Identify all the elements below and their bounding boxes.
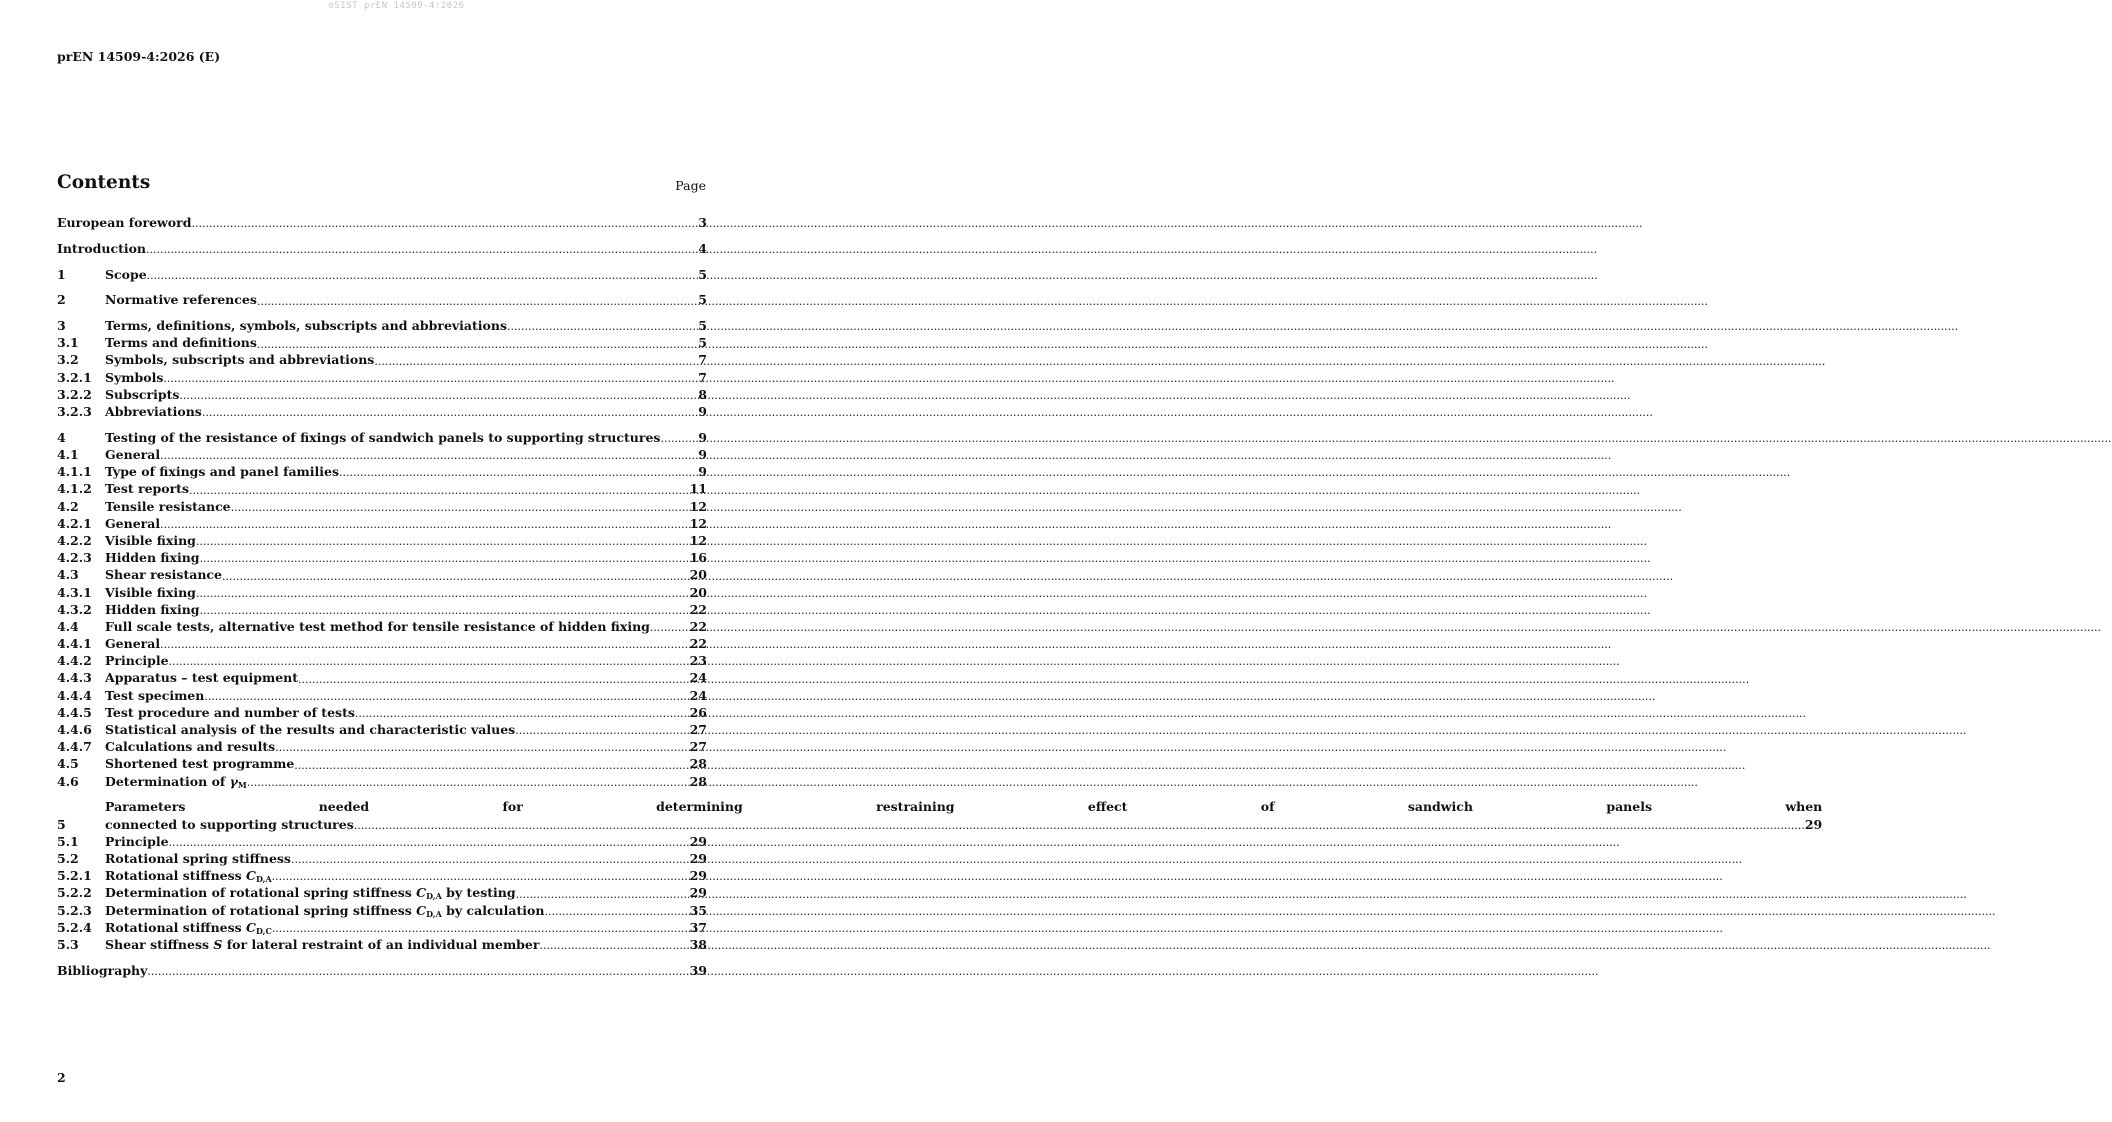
- toc-entry: [57, 652, 707, 669]
- toc-leader-dots: [660, 432, 698, 446]
- toc-leader-dots: [169, 655, 690, 669]
- toc-title: Abbreviations: [105, 404, 202, 420]
- toc-title: Symbols: [105, 369, 164, 385]
- toc-leader-dots: [516, 888, 690, 902]
- toc-page-number: 12: [689, 532, 707, 548]
- toc-title-prefix: Rotational stiffness: [105, 919, 247, 935]
- toc-entry: [57, 498, 707, 515]
- toc-title: Bibliography: [57, 962, 148, 978]
- toc-number: 3.2: [57, 352, 79, 368]
- toc-title: Test procedure and number of tests: [105, 704, 355, 720]
- toc-leader-dots: [298, 673, 690, 687]
- toc-number: 5.3: [57, 936, 79, 952]
- toc-page-number: 16: [689, 550, 707, 566]
- toc-entry: [57, 704, 707, 721]
- toc-symbol: S: [213, 936, 223, 952]
- toc-leader-dots: [247, 776, 690, 790]
- toc-entry: [57, 403, 707, 420]
- toc-leader-dots: [507, 320, 698, 334]
- toc-leader-dots: [544, 905, 689, 919]
- toc-entry: [57, 902, 707, 919]
- toc-title: Hidden fixing: [105, 601, 200, 617]
- toc-leader-dots: [354, 819, 1805, 833]
- toc-number: 5.2.4: [57, 919, 92, 935]
- toc-title-line1: Parameters needed for determining restraining effect of sandwich panels when: [105, 799, 1823, 815]
- toc-page-number: 12: [689, 515, 707, 531]
- toc-entry: [57, 240, 707, 257]
- toc-entry: [57, 566, 707, 583]
- toc-number: 4.4.2: [57, 653, 92, 669]
- toc-leader-dots: [179, 389, 698, 403]
- toc-number: 4.4.7: [57, 739, 92, 755]
- toc-entry: [57, 352, 707, 369]
- toc-entry: [57, 515, 707, 532]
- toc-number: 4: [57, 429, 66, 445]
- toc-page-number: 9: [698, 429, 707, 445]
- toc-entry: [57, 755, 707, 772]
- toc-number: 4.3.1: [57, 584, 92, 600]
- toc-leader-dots: [650, 621, 690, 635]
- toc-number: 4.4.3: [57, 670, 92, 686]
- toc-leader-dots: [355, 707, 690, 721]
- toc-title: Shear resistance: [105, 567, 222, 583]
- toc-number: 3.2.2: [57, 386, 92, 402]
- toc-page-number: 24: [689, 687, 707, 703]
- toc-title: Scope: [105, 266, 147, 282]
- toc-number: 4.6: [57, 773, 79, 789]
- toc-entry: [57, 919, 707, 936]
- toc-entry: [57, 867, 707, 884]
- toc-leader-dots: [257, 338, 698, 352]
- toc-number: 3: [57, 318, 66, 334]
- toc-leader-dots: [294, 759, 689, 773]
- toc-page-number: 8: [698, 386, 707, 402]
- toc-leader-dots: [204, 690, 689, 704]
- toc-page-number: 22: [689, 618, 707, 634]
- toc-title: European foreword: [57, 214, 192, 230]
- toc-entry: [57, 214, 707, 231]
- toc-leader-dots: [147, 269, 699, 283]
- toc-entry: [57, 480, 707, 497]
- toc-page-number: 29: [689, 885, 707, 901]
- toc-symbol: C: [416, 902, 427, 918]
- toc-title: Test specimen: [105, 687, 205, 703]
- toc-entry: [57, 549, 707, 566]
- toc-leader-dots: [147, 965, 689, 979]
- toc-page-number: 9: [698, 404, 707, 420]
- toc-page-number: 38: [689, 936, 707, 952]
- toc-title: [105, 773, 247, 790]
- toc-title: [105, 867, 272, 884]
- toc-page-number: 29: [689, 868, 707, 884]
- toc-leader-dots: [196, 587, 690, 601]
- toc-entry: [57, 798, 1823, 832]
- toc-entry: [57, 317, 707, 334]
- toc-leader-dots: [196, 535, 690, 549]
- toc-page-number: 37: [689, 919, 707, 935]
- toc-leader-dots: [231, 501, 690, 515]
- table-of-contents: [57, 214, 1823, 979]
- toc-title: Subscripts: [105, 386, 180, 402]
- toc-title: Rotational spring stiffness: [105, 850, 291, 866]
- toc-number: 4.4.1: [57, 636, 92, 652]
- toc-page-number: 39: [689, 962, 707, 978]
- toc-page-number: 35: [689, 902, 707, 918]
- toc-page-number: 5: [698, 318, 707, 334]
- toc-number: 4.1: [57, 447, 79, 463]
- toc-entry: [57, 291, 707, 308]
- toc-page-number: 29: [689, 833, 707, 849]
- toc-title-suffix: by calculation: [441, 902, 545, 918]
- toc-number: 4.5: [57, 756, 79, 772]
- toc-leader-dots: [189, 484, 690, 498]
- toc-number: 5: [57, 816, 66, 832]
- toc-page-number: 20: [689, 567, 707, 583]
- toc-number: 3.2.3: [57, 404, 92, 420]
- toc-page-number: 20: [689, 584, 707, 600]
- toc-title-prefix: Shear stiffness: [105, 936, 214, 952]
- toc-page-number: 24: [689, 670, 707, 686]
- toc-page-number: 27: [689, 739, 707, 755]
- toc-leader-dots: [291, 853, 690, 867]
- toc-page-number: 3: [698, 214, 707, 230]
- toc-number: 5.2.1: [57, 868, 92, 884]
- toc-title: Testing of the resistance of fixings of sandwich panels to supporting structures: [105, 429, 661, 445]
- toc-title: Test reports: [105, 481, 189, 497]
- toc-page-number: 28: [689, 773, 707, 789]
- toc-entry: [57, 962, 707, 979]
- toc-leader-dots: [374, 355, 698, 369]
- toc-entry: [57, 601, 707, 618]
- toc-entry: [57, 635, 707, 652]
- toc-leader-dots: [222, 570, 690, 584]
- toc-number: 4.4.5: [57, 704, 92, 720]
- toc-title: [105, 936, 539, 953]
- toc-number: 5.2.3: [57, 902, 92, 918]
- toc-title: Symbols, subscripts and abbreviations: [105, 352, 375, 368]
- toc-title: Terms and definitions: [105, 335, 257, 351]
- toc-page-number: 9: [698, 447, 707, 463]
- toc-entry: [57, 334, 707, 351]
- toc-title: Visible fixing: [105, 532, 196, 548]
- toc-title: Principle: [105, 653, 169, 669]
- toc-page-number: 22: [689, 601, 707, 617]
- toc-leader-dots: [515, 724, 689, 738]
- toc-entry: [57, 738, 707, 755]
- toc-symbol-subscript: D,A: [426, 908, 442, 919]
- toc-symbol-subscript: D,A: [426, 891, 442, 902]
- toc-title: Principle: [105, 833, 169, 849]
- toc-leader-dots: [160, 518, 689, 532]
- toc-title-suffix: by testing: [441, 885, 516, 901]
- toc-title: Introduction: [57, 240, 147, 256]
- toc-entry: [57, 266, 707, 283]
- toc-number: 3.2.1: [57, 369, 92, 385]
- toc-leader-dots: [169, 836, 690, 850]
- toc-page-number: 29: [689, 850, 707, 866]
- toc-symbol: γ: [229, 773, 238, 789]
- toc-entry: [57, 687, 707, 704]
- toc-title: Full scale tests, alternative test method for tensile resistance of hidden fixing: [105, 618, 650, 634]
- toc-entry: [57, 884, 707, 901]
- toc-title: Apparatus – test equipment: [105, 670, 299, 686]
- toc-number: 4.2.3: [57, 550, 92, 566]
- toc-entry: [57, 463, 707, 480]
- toc-title: General: [105, 636, 161, 652]
- toc-leader-dots: [272, 922, 690, 936]
- toc-page-number: 5: [698, 335, 707, 351]
- toc-page-number: 26: [689, 704, 707, 720]
- toc-symbol-subscript: D,C: [256, 925, 272, 936]
- toc-leader-dots: [163, 372, 698, 386]
- toc-page-number: 11: [689, 481, 707, 497]
- toc-page-number: 23: [689, 653, 707, 669]
- document-id: prEN 14509-4:2026 (E): [57, 49, 221, 64]
- toc-leader-dots: [146, 243, 698, 257]
- toc-leader-dots: [200, 604, 690, 618]
- toc-symbol-subscript: D,A: [256, 874, 272, 885]
- toc-page-number: 5: [698, 266, 707, 282]
- toc-symbol-subscript: M: [237, 779, 247, 790]
- toc-title-prefix: Rotational stiffness: [105, 868, 247, 884]
- toc-entry: [57, 850, 707, 867]
- toc-number: 4.1.1: [57, 464, 92, 480]
- toc-page-number: 28: [689, 756, 707, 772]
- toc-entry: [57, 936, 707, 953]
- toc-entry: [57, 532, 707, 549]
- toc-title-line2: connected to supporting structures: [105, 816, 354, 832]
- toc-number: 3.1: [57, 335, 79, 351]
- toc-number: 4.2.1: [57, 515, 92, 531]
- toc-title: Calculations and results: [105, 739, 276, 755]
- toc-title: Visible fixing: [105, 584, 196, 600]
- toc-leader-dots: [257, 295, 698, 309]
- toc-symbol: C: [416, 885, 427, 901]
- toc-title: Tensile resistance: [105, 498, 231, 514]
- toc-title: [105, 919, 272, 936]
- toc-number: 4.2: [57, 498, 79, 514]
- page-column-label: Page: [675, 178, 706, 193]
- toc-leader-dots: [160, 449, 698, 463]
- toc-page-number: 22: [689, 636, 707, 652]
- toc-symbol: C: [246, 868, 256, 884]
- toc-number: 4.3: [57, 567, 79, 583]
- toc-page-number: 12: [689, 498, 707, 514]
- toc-page-number: 5: [698, 292, 707, 308]
- toc-number: 2: [57, 292, 66, 308]
- toc-number: 1: [57, 266, 66, 282]
- toc-number: 5.2.2: [57, 885, 92, 901]
- toc-leader-dots: [272, 870, 690, 884]
- toc-title: Hidden fixing: [105, 550, 200, 566]
- toc-number: 4.4: [57, 618, 79, 634]
- toc-entry: [57, 833, 707, 850]
- toc-number: 4.4.6: [57, 722, 92, 738]
- toc-title-prefix: Determination of: [105, 773, 230, 789]
- toc-entry: [57, 386, 707, 403]
- toc-title-prefix: Determination of rotational spring stiffness: [105, 902, 417, 918]
- toc-title: Normative references: [105, 292, 257, 308]
- toc-page-number: 7: [698, 352, 707, 368]
- toc-leader-dots: [160, 638, 689, 652]
- toc-entry: [57, 446, 707, 463]
- toc-number: 4.4.4: [57, 687, 92, 703]
- toc-title-line2-row: [105, 816, 1822, 833]
- toc-title: [105, 884, 516, 901]
- toc-entry: [57, 429, 707, 446]
- toc-entry: [57, 584, 707, 601]
- toc-title: Type of fixings and panel families: [105, 464, 340, 480]
- toc-page-number: 4: [698, 240, 707, 256]
- toc-page-number: 29: [1804, 816, 1823, 832]
- toc-number: 5.2: [57, 850, 79, 866]
- toc-leader-dots: [200, 552, 690, 566]
- toc-leader-dots: [539, 939, 689, 953]
- toc-number: 4.1.2: [57, 481, 92, 497]
- toc-leader-dots: [275, 741, 689, 755]
- toc-title: [105, 902, 544, 919]
- toc-page-number: 7: [698, 369, 707, 385]
- toc-title: Terms, definitions, symbols, subscripts and abbreviations: [105, 318, 508, 334]
- toc-page-number: 9: [698, 464, 707, 480]
- toc-entry: [57, 773, 707, 790]
- toc-title: Shortened test programme: [105, 756, 295, 772]
- watermark: oSIST prEN 14509-4:2026: [328, 1, 465, 11]
- toc-title: General: [105, 515, 161, 531]
- toc-leader-dots: [339, 466, 698, 480]
- page-number: 2: [57, 1070, 66, 1085]
- toc-entry: [57, 669, 707, 686]
- toc-symbol: C: [246, 919, 256, 935]
- toc-title-suffix: for lateral restraint of an individual member: [222, 936, 540, 952]
- toc-number: 5.1: [57, 833, 79, 849]
- toc-entry: [57, 721, 707, 738]
- toc-leader-dots: [191, 217, 698, 231]
- toc-leader-dots: [202, 406, 698, 420]
- toc-number: 4.3.2: [57, 601, 92, 617]
- toc-entry: [57, 369, 707, 386]
- toc-page-number: 27: [689, 722, 707, 738]
- contents-title: Contents: [57, 172, 151, 193]
- toc-number: 4.2.2: [57, 532, 92, 548]
- toc-title-prefix: Determination of rotational spring stiffness: [105, 885, 417, 901]
- toc-multiline-title: [105, 798, 1822, 832]
- toc-entry: [57, 618, 707, 635]
- toc-title: Statistical analysis of the results and characteristic values: [105, 722, 516, 738]
- toc-title: General: [105, 447, 161, 463]
